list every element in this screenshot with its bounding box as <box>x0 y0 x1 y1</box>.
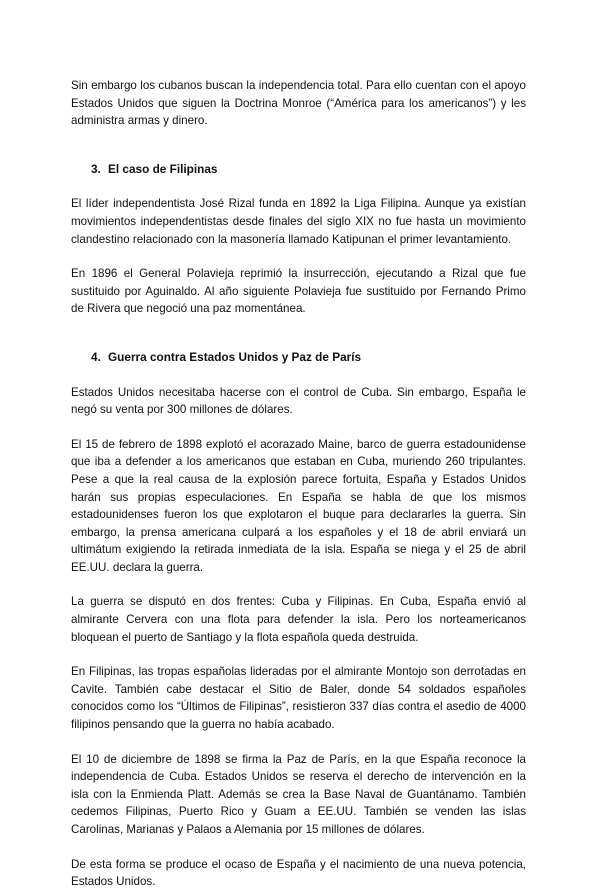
section-3-number: 3. <box>91 161 101 176</box>
section-4-heading <box>71 349 526 367</box>
section-4-title: Guerra contra Estados Unidos y Paz de París <box>108 349 362 364</box>
intro-paragraph: Sin embargo los cubanos buscan la independencia total. Para ello cuentan con el apoyo Estados Unidos que siguen la Doctrina Monroe (“América para los americanos”) y les administra armas y dinero. <box>71 79 526 128</box>
document-page <box>71 77 526 891</box>
section-4-number: 4. <box>91 349 101 364</box>
section-4-paragraph: En Filipinas, las tropas españolas lideradas por el almirante Montojo son derrotadas en Cavite. También cabe destacar el Sitio de Baler, donde 54 soldados españoles conocidos como los “Últimos de Filipinas”, resistieron 337 días contra el asedio de 4000 filipinos pensando que la guerra no había acabado. <box>71 665 526 732</box>
section-4-paragraph: El 10 de diciembre de 1898 se firma la Paz de París, en la que España reconoce la independencia de Cuba. Estados Unidos se reserva el derecho de intervención en la isla con la Enmienda Platt. Además se crea la Base Naval de Guantánamo. También cedemos Filipinas, Puerto Rico y Guam a EE.UU. También se venden las islas Carolinas, Marianas y Palaos a Alemania por 15 millones de dólares. <box>71 752 526 836</box>
section-4-paragraph: Estados Unidos necesitaba hacerse con el control de Cuba. Sin embargo, España le negó su venta por 300 millones de dólares. <box>71 385 526 417</box>
section-3-heading <box>71 161 526 179</box>
section-4-paragraph: La guerra se disputó en dos frentes: Cuba y Filipinas. En Cuba, España envió al almirante Cervera con una flota para defender la isla. Pero los norteamericanos bloquean el puerto de Santiago y la flota española queda destruida. <box>71 595 526 644</box>
section-4-paragraph: De esta forma se produce el ocaso de España y el nacimiento de una nueva potencia, Estados Unidos. <box>71 857 526 889</box>
section-3-paragraph: En 1896 el General Polavieja reprimió la insurrección, ejecutando a Rizal que fue sustituido por Aguinaldo. Al año siguiente Polavieja fue sustituido por Fernando Primo de Rivera que negoció una paz momentánea. <box>71 267 526 316</box>
section-3-paragraph: El líder independentista José Rizal funda en 1892 la Liga Filipina. Aunque ya existían movimientos independentistas desde finales del siglo XIX no fue hasta un movimiento clandestino relacionado con la masonería llamado Katipunan el primer levantamiento. <box>71 197 526 246</box>
section-3-title: El caso de Filipinas <box>108 161 218 176</box>
section-4-paragraph: El 15 de febrero de 1898 explotó el acorazado Maine, barco de guerra estadounidense que iba a defender a los americanos que estaban en Cuba, muriendo 260 tripulantes. Pese a que la real causa de la explosión parece fortuita, España y Estados Unidos harán sus propias especulaciones. En España se habla de que los mismos estadounidenses fueron los que explotaron el buque para declararles la guerra. Sin embargo, la prensa americana culpará a los españoles y el 18 de abril enviará un ultimátum exigiendo la retirada inmediata de la isla. España se niega y el 25 de abril EE.UU. declara la guerra. <box>71 437 526 574</box>
